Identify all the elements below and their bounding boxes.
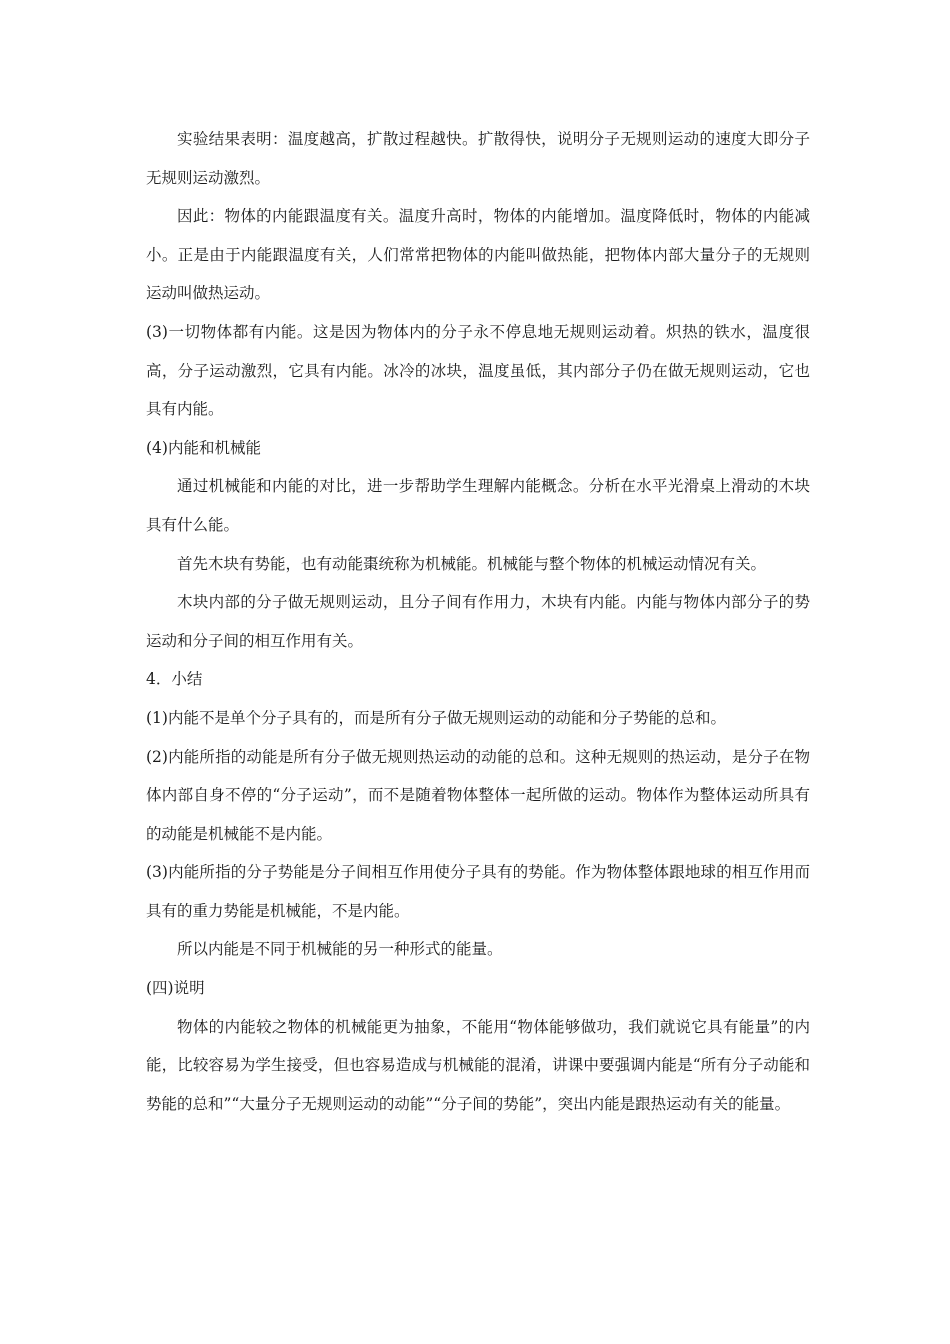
paragraph-therefore: 因此：物体的内能跟温度有关。温度升高时，物体的内能增加。温度降低时，物体的内能减小。正是由于内能跟温度有关，人们常常把物体的内能叫做热能，把物体内部大量分子的无规则运动叫做热运动。 — [146, 207, 810, 303]
paragraph-comparison: 通过机械能和内能的对比，进一步帮助学生理解内能概念。分析在水平光滑桌上滑动的木块具有什么能。 — [146, 477, 810, 534]
summary-conclusion: 所以内能是不同于机械能的另一种形式的能量。 — [177, 940, 503, 959]
paragraph-internal-energy: 木块内部的分子做无规则运动，且分子间有作用力，木块有内能。内能与物体内部分子的势运动和分子间的相互作用有关。 — [146, 593, 810, 650]
heading-summary: 4．小结 — [146, 670, 203, 689]
paragraph-experiment-result: 实验结果表明：温度越高，扩散过程越快。扩散得快，说明分子无规则运动的速度大即分子无规则运动激烈。 — [146, 130, 810, 187]
summary-item-3: (3)内能所指的分子势能是分子间相互作用使分子具有的势能。作为物体整体跟地球的相互作用而具有的重力势能是机械能，不是内能。 — [146, 863, 810, 920]
paragraph-notes: 物体的内能较之物体的机械能更为抽象，不能用“物体能够做功，我们就说它具有能量”的内能，比较容易为学生接受，但也容易造成与机械能的混淆，讲课中要强调内能是“所有分子动能和势能的总和”“大量分子无规则运动的动能”“分子间的势能”，突出内能是跟热运动有关的能量。 — [146, 1017, 810, 1113]
document-body — [146, 120, 810, 1123]
paragraph-point-3: (3)一切物体都有内能。这是因为物体内的分子永不停息地无规则运动着。炽热的铁水，温度很高，分子运动激烈，它具有内能。冰冷的冰块，温度虽低，其内部分子仍在做无规则运动，它也具有内能。 — [146, 322, 810, 419]
heading-point-4: (4)内能和机械能 — [146, 438, 261, 457]
summary-item-2: (2)内能所指的动能是所有分子做无规则热运动的动能的总和。这种无规则的热运动，是分子在物体内部自身不停的“分子运动”，而不是随着物体整体一起所做的运动。物体作为整体运动所具有的动能是机械能不是内能。 — [146, 747, 810, 843]
heading-notes: (四)说明 — [146, 979, 205, 998]
paragraph-mechanical-energy: 首先木块有势能，也有动能棗统称为机械能。机械能与整个物体的机械运动情况有关。 — [177, 554, 767, 573]
summary-item-1: (1)内能不是单个分子具有的，而是所有分子做无规则运动的动能和分子势能的总和。 — [146, 708, 726, 727]
